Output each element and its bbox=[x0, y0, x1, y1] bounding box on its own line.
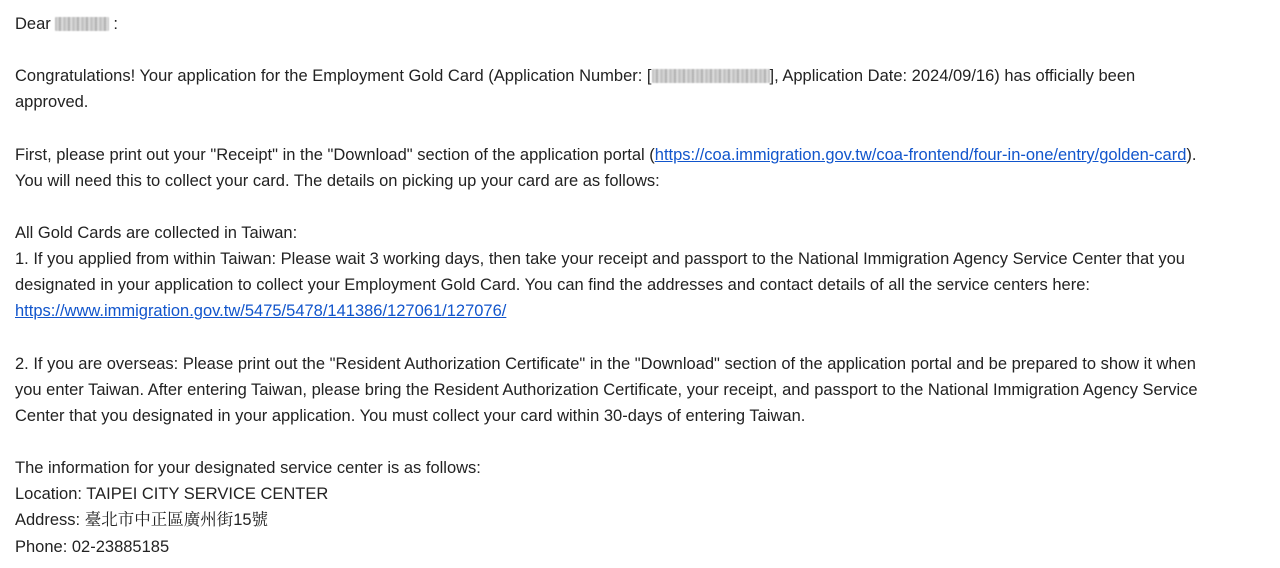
application-portal-link[interactable]: https://coa.immigration.gov.tw/coa-frontend/four-in-one/entry/golden-card bbox=[654, 146, 1187, 164]
greeting-suffix: : bbox=[108, 15, 118, 33]
center-heading: The information for your designated service center is as follows: bbox=[15, 459, 481, 477]
collect-item2-line-1: 2. If you are overseas: Please print out the "Resident Authorization Certificate" in the "Download" section of the application portal and be prepared to show it when bbox=[15, 355, 1196, 373]
greeting-prefix: Dear bbox=[15, 15, 51, 33]
congrats-line-1 bbox=[15, 66, 1135, 86]
collect-item1-line-1: 1. If you applied from within Taiwan: Please wait 3 working days, then take your receipt and passport to the National Immigration Agency Service Center that you bbox=[15, 250, 1185, 268]
center-location: Location: TAIPEI CITY SERVICE CENTER bbox=[15, 485, 329, 503]
congrats-line-2: approved. bbox=[15, 93, 89, 111]
print-text-1: First, please print out your "Receipt" in the "Download" section of the application portal ( bbox=[15, 146, 655, 164]
collect-item2-line-3: Center that you designated in your application. You must collect your card within 30-days of entering Taiwan. bbox=[15, 407, 806, 425]
center-address: Address: 臺北市中正區廣州街15號 bbox=[15, 511, 269, 529]
service-centers-link[interactable]: https://www.immigration.gov.tw/5475/5478/141386/127061/127076/ bbox=[15, 302, 507, 320]
redacted-name-icon bbox=[55, 17, 109, 31]
collect-heading: All Gold Cards are collected in Taiwan: bbox=[15, 224, 298, 242]
congrats-text-1: Congratulations! Your application for the Employment Gold Card (Application Number: [ bbox=[15, 67, 652, 85]
service-centers-link-line bbox=[15, 301, 506, 321]
redacted-application-number-icon bbox=[652, 69, 770, 83]
print-text-2: ). bbox=[1186, 146, 1197, 164]
collect-item1-line-2: designated in your application to collect your Employment Gold Card. You can find the addresses and contact details of all the service centers here: bbox=[15, 276, 1090, 294]
print-line-1 bbox=[15, 145, 1197, 165]
greeting-line bbox=[15, 14, 118, 34]
collect-item2-line-2: you enter Taiwan. After entering Taiwan, please bring the Resident Authorization Certificate, your receipt, and passport to the National Immigration Agency Service bbox=[15, 381, 1198, 399]
congrats-text-2: ], Application Date: 2024/09/16) has officially been bbox=[769, 67, 1136, 85]
print-line-2: You will need this to collect your card. The details on picking up your card are as follows: bbox=[15, 172, 660, 190]
center-phone: Phone: 02-23885185 bbox=[15, 538, 170, 556]
